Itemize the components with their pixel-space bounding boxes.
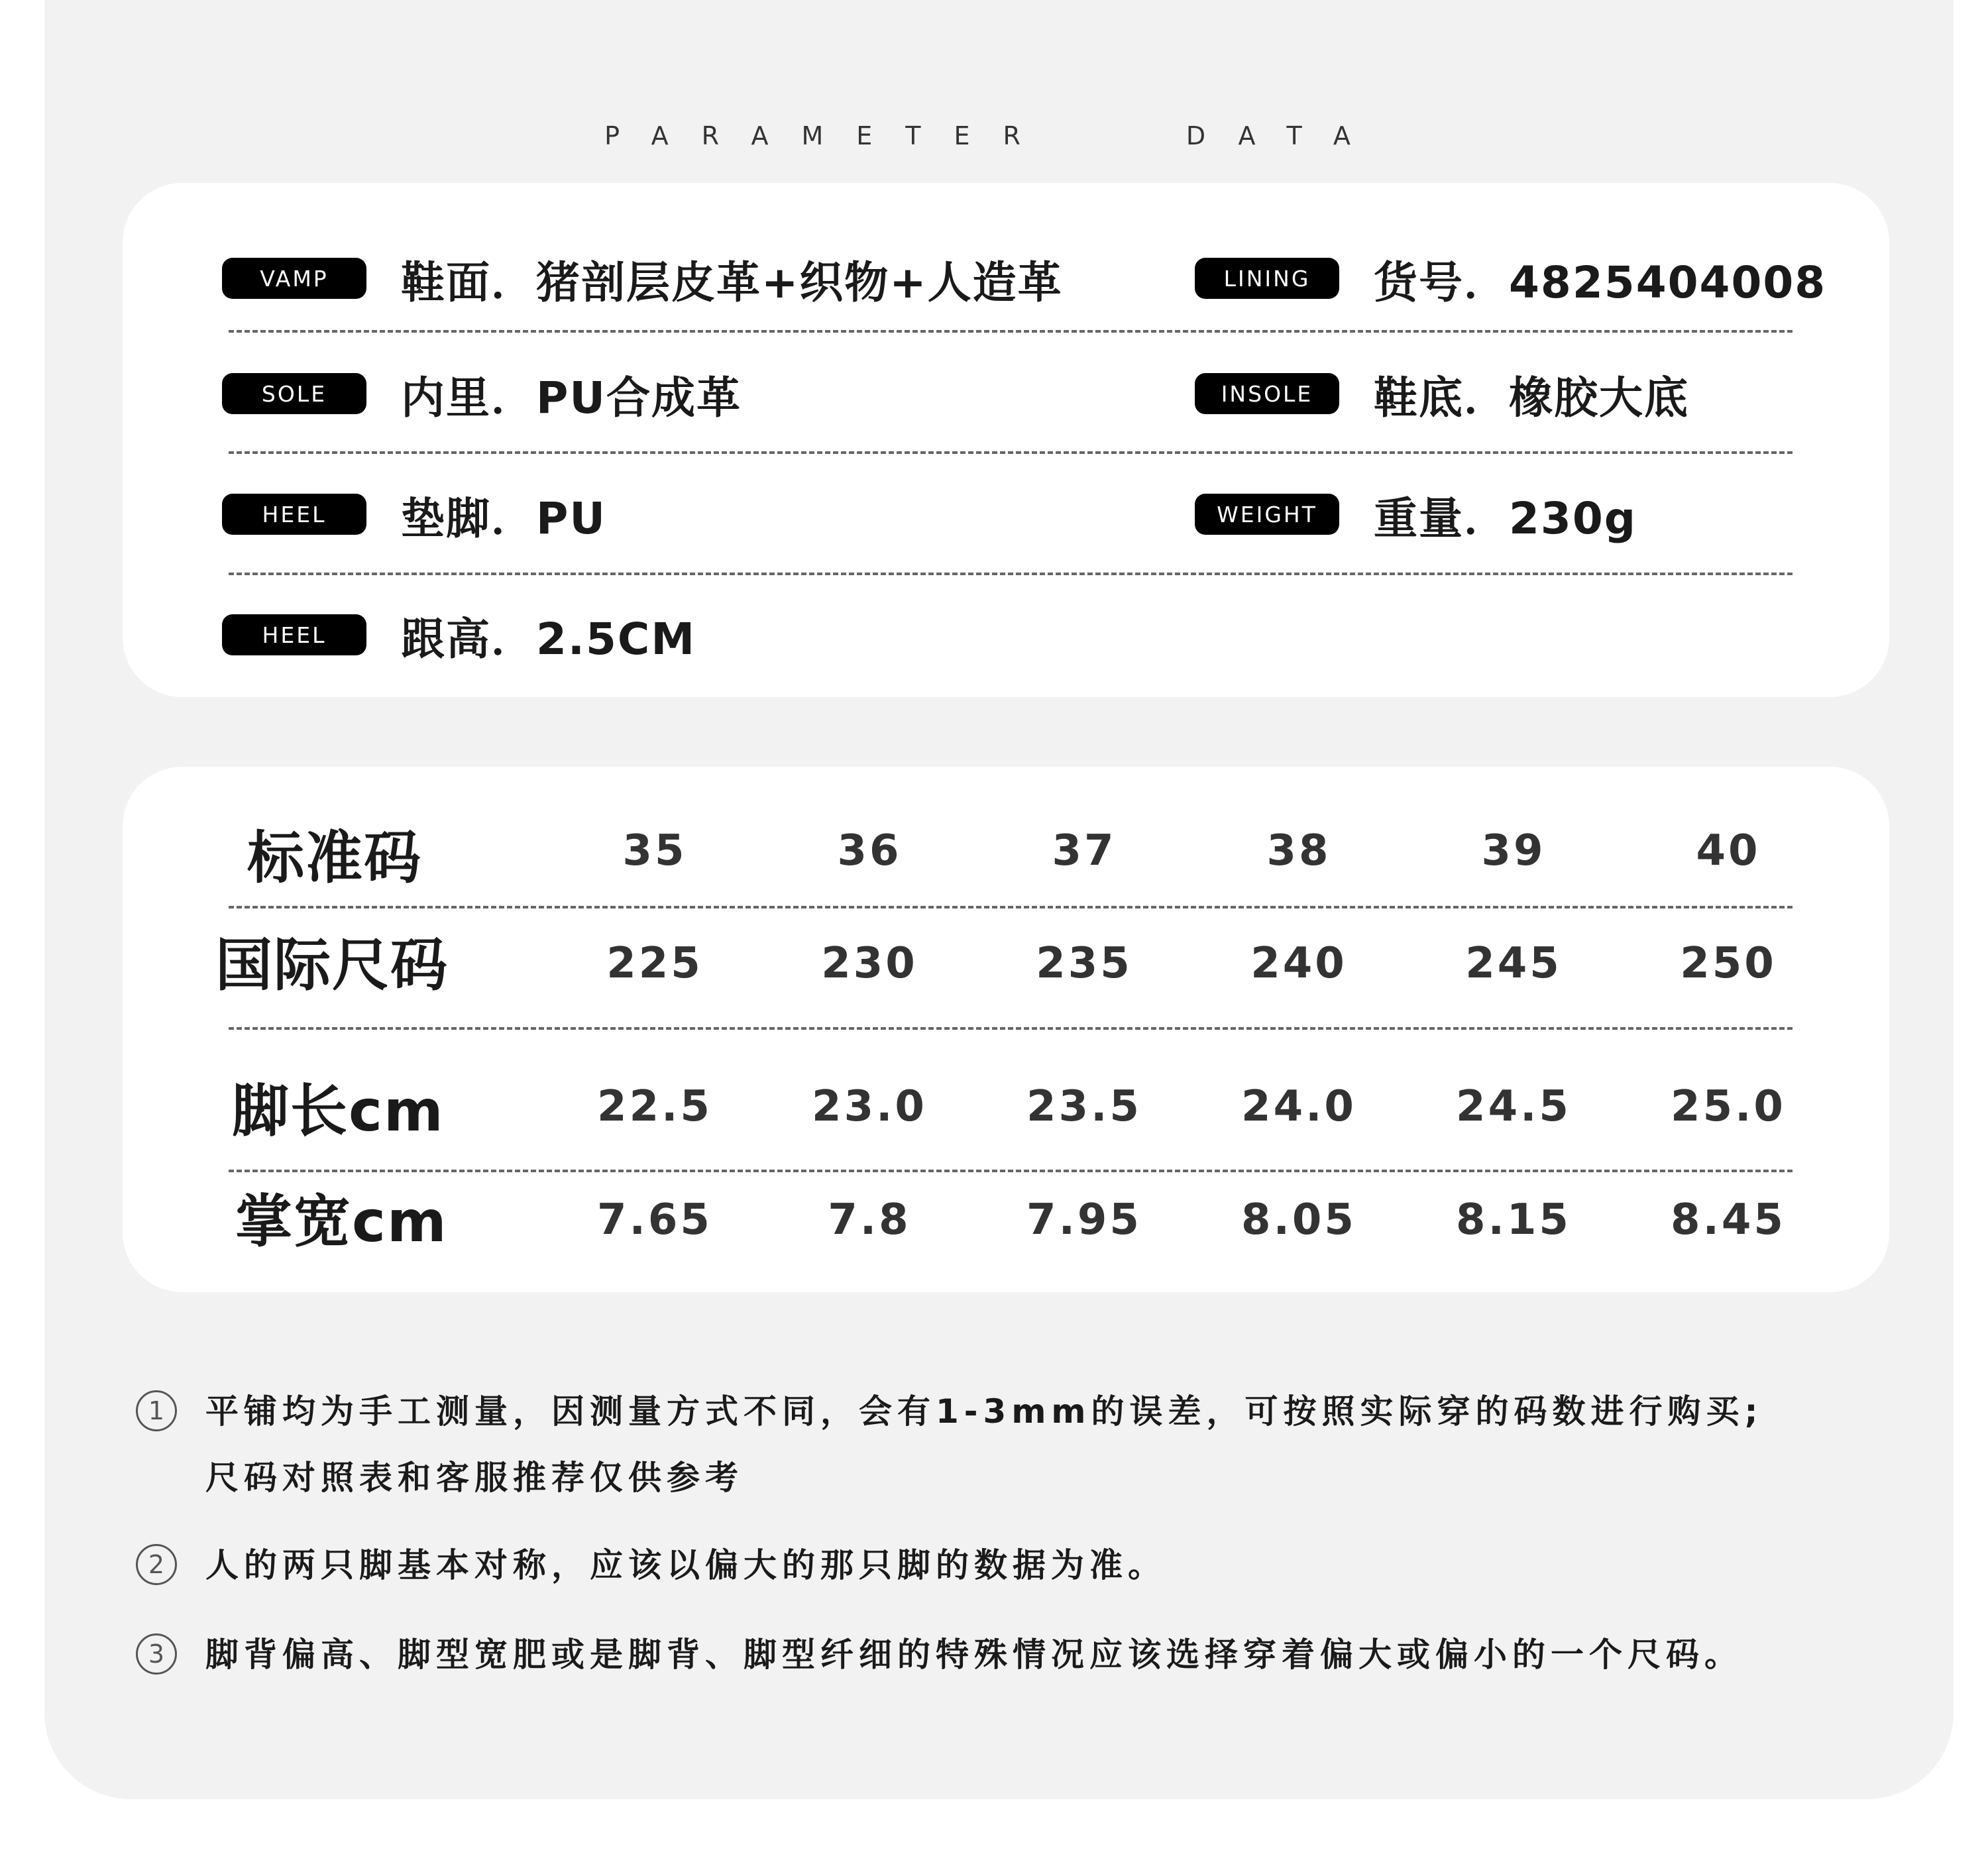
row-label: 标准码 — [247, 825, 422, 891]
size-cell: 36 — [837, 826, 902, 875]
param-tag: INSOLE — [1195, 373, 1339, 414]
heading-data: DATA — [1186, 121, 1384, 150]
param-value: 内里．PU合成革 — [401, 372, 742, 423]
note-line: 尺码对照表和客服推荐仅供参考 — [205, 1459, 744, 1497]
size-cell: 240 — [1250, 939, 1347, 988]
param-item — [1195, 354, 1689, 433]
note-item — [136, 1544, 1892, 1610]
size-cell: 230 — [821, 939, 918, 988]
param-value: 鞋底．橡胶大底 — [1374, 372, 1689, 423]
row-label: 脚长cm — [232, 1078, 445, 1144]
param-value: 货号．4825404008 — [1374, 256, 1827, 308]
size-table-card — [123, 767, 1889, 1292]
size-row-international — [123, 919, 1889, 1005]
param-item — [222, 595, 696, 675]
param-tag: SOLE — [222, 373, 366, 414]
size-cell: 39 — [1481, 826, 1546, 875]
param-value: 垫脚．PU — [401, 492, 606, 544]
param-value: 跟高．2.5CM — [401, 613, 696, 665]
size-cell: 40 — [1696, 826, 1761, 875]
size-cell: 24.0 — [1241, 1082, 1356, 1131]
param-tag: WEIGHT — [1195, 494, 1339, 535]
size-row-ball-width — [123, 1176, 1889, 1262]
dashed-divider — [229, 1027, 1793, 1030]
param-row — [123, 595, 1889, 675]
parameter-card — [123, 183, 1889, 697]
size-row-foot-length — [123, 1065, 1889, 1151]
param-tag: HEEL — [222, 614, 366, 655]
note-line: 平铺均为手工测量，因测量方式不同，会有1-3mm的误差，可按照实际穿的码数进行购买; — [205, 1392, 1763, 1431]
row-label: 掌宽cm — [235, 1189, 448, 1255]
param-row — [123, 354, 1889, 433]
note-item — [136, 1633, 1892, 1700]
dashed-divider — [229, 906, 1793, 909]
size-cell: 23.5 — [1026, 1082, 1142, 1131]
param-tag: HEEL — [222, 494, 366, 535]
param-tag: VAMP — [222, 258, 366, 299]
note-number: 2 — [136, 1544, 177, 1585]
size-cell: 7.95 — [1026, 1195, 1142, 1244]
size-cell: 7.8 — [828, 1195, 911, 1244]
size-cell: 35 — [622, 826, 687, 875]
size-cell: 38 — [1266, 826, 1331, 875]
param-item — [1195, 474, 1637, 554]
param-row — [123, 239, 1889, 318]
note-line: 脚背偏高、脚型宽肥或是脚背、脚型纤细的特殊情况应该选择穿着偏大或偏小的一个尺码。 — [205, 1635, 1743, 1674]
size-cell: 25.0 — [1671, 1082, 1786, 1131]
param-value: 鞋面．猪剖层皮革+织物+人造革 — [401, 256, 1063, 308]
section-heading — [0, 116, 1988, 156]
param-value: 重量．230g — [1374, 492, 1637, 544]
size-cell: 8.15 — [1456, 1195, 1571, 1244]
param-item — [222, 474, 606, 554]
size-cell: 22.5 — [597, 1082, 712, 1131]
heading-parameter: PARAMETER — [604, 121, 1054, 150]
size-cell: 23.0 — [812, 1082, 927, 1131]
param-item — [222, 354, 742, 433]
param-row — [123, 474, 1889, 554]
dashed-divider — [229, 1170, 1793, 1172]
param-item — [1195, 239, 1826, 318]
dashed-divider — [229, 451, 1793, 454]
note-line: 人的两只脚基本对称，应该以偏大的那只脚的数据为准。 — [205, 1546, 1166, 1584]
row-label: 国际尺码 — [215, 932, 449, 999]
note-number: 1 — [136, 1390, 177, 1431]
size-cell: 7.65 — [597, 1195, 712, 1244]
param-item — [222, 239, 1063, 318]
size-cell: 8.05 — [1241, 1195, 1356, 1244]
note-number: 3 — [136, 1633, 177, 1675]
size-cell: 250 — [1680, 939, 1777, 988]
dashed-divider — [229, 573, 1793, 575]
note-item — [136, 1390, 1892, 1536]
size-cell: 37 — [1052, 826, 1117, 875]
size-row-standard — [123, 806, 1889, 893]
size-cell: 235 — [1036, 939, 1132, 988]
size-cell: 245 — [1465, 939, 1562, 988]
size-cell: 8.45 — [1671, 1195, 1786, 1244]
size-cell: 24.5 — [1456, 1082, 1571, 1131]
dashed-divider — [229, 330, 1793, 333]
param-tag: LINING — [1195, 258, 1339, 299]
size-cell: 225 — [606, 939, 703, 988]
